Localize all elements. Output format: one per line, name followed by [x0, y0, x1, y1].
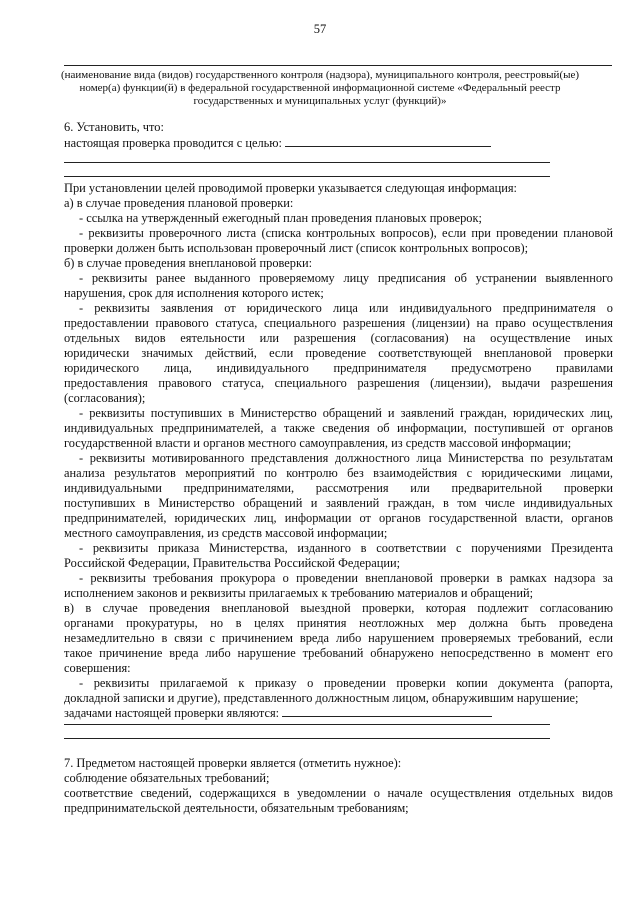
item-b-2-line-2: предоставлении правового статуса, специального разрешения (лицензии) на право осуществления [64, 316, 613, 330]
item-b-6-line-1: - реквизиты требования прокурора о проведении внеплановой проверки в рамках надзора за [79, 571, 613, 585]
item-b-2-line-7: (согласования); [64, 391, 146, 405]
header-caption-line-3: государственных и муниципальных услуг (функций)» [193, 95, 447, 107]
purpose-fill-line[interactable] [285, 136, 491, 147]
blank-line-4[interactable] [64, 738, 550, 739]
item-b: б) в случае проведения внеплановой проверки: [64, 256, 313, 270]
item-v-1-line-2: докладной записки и другие), представленного должностным лицом, обнаружившим нарушение; [64, 691, 579, 705]
item-v-line-3: незамедлительно в связи с причинением вреда либо нарушением проверяемых требований, если [64, 631, 613, 645]
item-a-2-line-2: проверки должен быть использован проверочный лист (список контрольных вопросов); [64, 241, 529, 255]
item-b-4-line-1: - реквизиты мотивированного представления должностного лица Министерства по результатам [79, 451, 613, 465]
section-7-item-2-line-2: предпринимательской деятельности, обязательным требованиям; [64, 801, 409, 815]
tasks-fill-line[interactable] [282, 706, 492, 717]
item-a: а) в случае проведения плановой проверки: [64, 196, 294, 210]
item-b-1-line-1: - реквизиты ранее выданного проверяемому лицу предписания об устранении выявленного [79, 271, 613, 285]
section-7-heading: 7. Предметом настоящей проверки является (отметить нужное): [64, 756, 402, 770]
item-b-3-line-2: индивидуальных предпринимателей, а также сведения об информации, поступившей от органов [64, 421, 613, 435]
item-b-4-line-4: поступивших в Министерство обращений и заявлений граждан, в том числе индивидуальных [64, 496, 613, 510]
header-caption-line-2: номер(а) функции(й) в федеральной государственной информационной системе «Федеральный реестр [79, 82, 561, 94]
item-b-6-line-2: исполнением законов и реквизиты прилагаемых к требованию материалов и обращений; [64, 586, 534, 600]
header-underline [64, 65, 612, 66]
section-7-item-1: соблюдение обязательных требований; [64, 771, 270, 785]
item-b-3-line-3: государственной власти и органов местного самоуправления, из средств массовой информации; [64, 436, 572, 450]
item-b-5-line-2: Российской Федерации, Правительства Российской Федерации; [64, 556, 401, 570]
item-a-1: - ссылка на утвержденный ежегодный план проведения плановых проверок; [79, 211, 482, 225]
item-b-2-line-4: юридически значимых действий, если проведение соответствующей внеплановой проверки [64, 346, 613, 360]
item-b-2-line-3: отдельных видов еятельности или разрешения (согласования) на осуществление иных [64, 331, 613, 345]
item-v-line-5: совершения: [64, 661, 131, 675]
item-v-line-4: такое причинение вреда либо нарушение требований обнаружено непосредственно в момент его [64, 646, 613, 660]
item-b-5-line-1: - реквизиты приказа Министерства, изданного в соответствии с поручениями Президента [79, 541, 613, 555]
item-b-2-line-6: предоставления правового статуса, специального разрешения (лицензии), выдачи разрешения [64, 376, 613, 390]
item-v-1-line-1: - реквизиты прилагаемой к приказу о проведении проверки копии документа (рапорта, [79, 676, 613, 690]
intro-text: При установлении целей проводимой проверки указывается следующая информация: [64, 181, 517, 195]
item-v-line-1: в) в случае проведения внеплановой выездной проверки, которая подлежит согласованию [64, 601, 613, 615]
purpose-line [64, 136, 491, 151]
page-number: 57 [313, 22, 327, 36]
section-7-item-2-line-1: соответствие сведений, содержащихся в уведомлении о начале осуществления отдельных видов [64, 786, 613, 800]
tasks-label: задачами настоящей проверки являются: [64, 706, 280, 720]
item-b-4-line-3: индивидуальными предпринимателями, рассмотрения или предварительной проверки [64, 481, 613, 495]
item-b-4-line-2: анализа результатов мероприятий по контролю без взаимодействия с юридическими лицами, [64, 466, 613, 480]
section-6-heading: 6. Установить, что: [64, 120, 164, 134]
header-caption-line-1: (наименование вида (видов) государственного контроля (надзора), муниципального контроля, реестровый(ые) [60, 69, 580, 81]
item-b-3-line-1: - реквизиты поступивших в Министерство обращений и заявлений граждан, юридических лиц, [79, 406, 613, 420]
item-v-line-2: органами прокуратуры, но в целях принятия неотложных мер должна быть проведена [64, 616, 613, 630]
blank-line-3[interactable] [64, 724, 550, 725]
item-b-4-line-6: местного самоуправления, из средств массовой информации; [64, 526, 388, 540]
item-a-2-line-1: - реквизиты проверочного листа (списка контрольных вопросов), если при проведении плановой [79, 226, 613, 240]
blank-line-1[interactable] [64, 162, 550, 163]
item-b-1-line-2: нарушения, срок для исполнения которого истек; [64, 286, 324, 300]
item-b-2-line-1: - реквизиты заявления от юридического лица или индивидуального предпринимателя о [79, 301, 613, 315]
tasks-line [64, 706, 492, 721]
blank-line-2[interactable] [64, 176, 550, 177]
item-b-4-line-5: предпринимателей, юридических лиц, информации от органов государственной власти, органов [64, 511, 613, 525]
purpose-label: настоящая проверка проводится с целью: [64, 136, 282, 150]
item-b-2-line-5: юридического лица, индивидуального предпринимателя предусмотрено правилами [64, 361, 613, 375]
